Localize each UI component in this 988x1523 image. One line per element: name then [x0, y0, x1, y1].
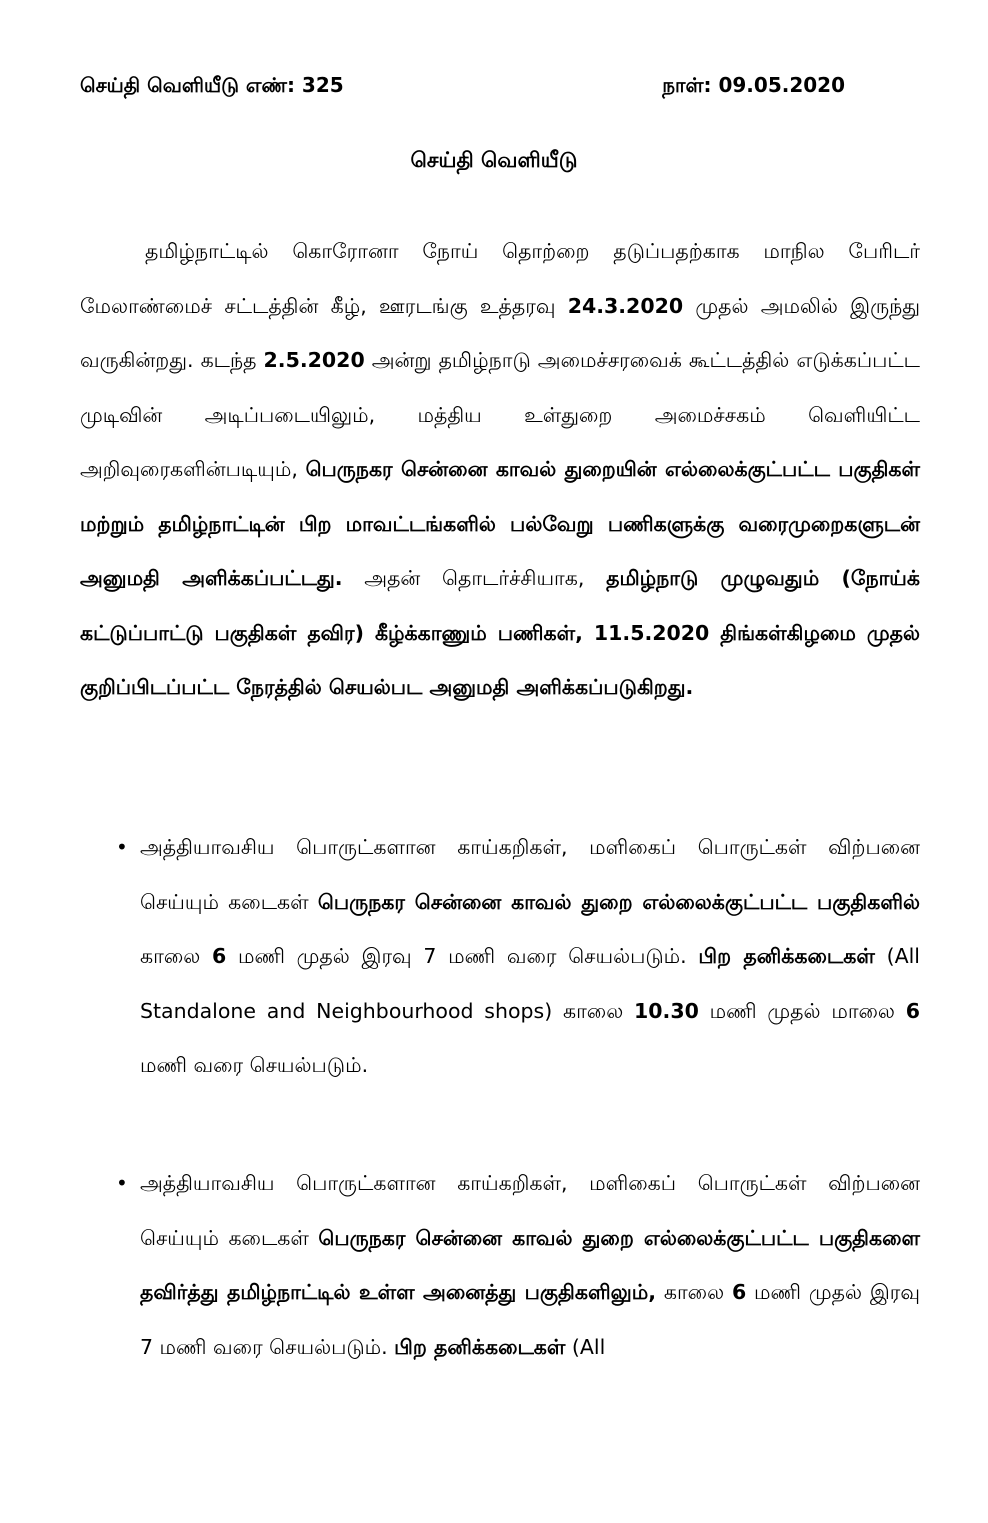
bullet1-text-6: மணி முதல் மாலை: [698, 998, 906, 1023]
intro-text-3: அன்று தமிழ்நாடு அமைச்சரவைக் கூட்டத்தில் எடுக்கப்பட்ட முடிவின் அடிப்படையிலும், மத்திய உள்துறை அமைச்சகம் வெளியிட்ட அறிவுரைகளின்படியும்,: [80, 348, 920, 481]
intro-bold-2: தமிழ்நாடு முழுவதும் (நோய்க் கட்டுப்பாட்டு பகுதிகள் தவிர) கீழ்க்காணும் பணிகள், 11.5.2020 திங்கள்கிழமை முதல் குறிப்பிடப்பட்ட நேரத்தில் செயல்பட அனுமதி அளிக்கப்படுகிறது.: [80, 566, 921, 699]
list-item: [116, 820, 920, 1093]
bullet-marker: •: [116, 835, 128, 859]
bullet2-bold-3: பிற தனிக்கடைகள்: [394, 1334, 566, 1359]
bullet1-text-7: மணி வரை செயல்படும்.: [140, 1053, 369, 1077]
intro-date-1: 24.3.2020: [567, 293, 684, 318]
bullet1-bold-5: 6: [905, 998, 920, 1023]
bullet1-bold-1: பெருநகர சென்னை காவல் துறை எல்லைக்குட்பட்ட பகுதிகளில்: [317, 889, 920, 914]
bullet1-text-3: மணி முதல் இரவு 7 மணி வரை செயல்படும்.: [226, 944, 699, 968]
bullet1-bold-3: பிற தனிக்கடைகள்: [698, 944, 875, 968]
bullet2-text-3: மணி முதல் இரவு 7 மணி வரை செயல்படும்.: [140, 1280, 920, 1359]
bullet1-text-5: காலை: [552, 998, 635, 1023]
bullet-list-1: [116, 820, 920, 1093]
bullet-marker: •: [116, 1171, 128, 1195]
bullet1-text-2: காலை: [140, 944, 212, 968]
intro-date-2: 2.5.2020: [263, 348, 365, 372]
intro-text-1: தமிழ்நாட்டில் கொரோனா நோய் தொற்றை தடுப்பதற்காக மாநில பேரிடர் மேலாண்மைச் சட்டத்தின் கீழ், ஊரடங்கு உத்தரவு: [80, 239, 920, 318]
release-date: நாள்: 09.05.2020: [662, 73, 845, 97]
intro-text-4: அதன் தொடர்ச்சியாக,: [342, 566, 607, 590]
bullet2-text-4: (All: [565, 1334, 606, 1359]
bullet2-bold-1: பெருநகர சென்னை காவல் துறை எல்லைக்குட்பட்ட பகுதிகளை தவிர்த்து தமிழ்நாட்டில் உள்ள அனைத்து பகுதிகளிலும்,: [140, 1225, 920, 1304]
release-number: செய்தி வெளியீடு எண்: 325: [80, 73, 344, 97]
bullet-list-2: [116, 1156, 920, 1374]
bullet2-text-1: அத்தியாவசிய பொருட்களான காய்கறிகள், மளிகைப் பொருட்கள் விற்பனை செய்யும் கடைகள்: [140, 1171, 920, 1250]
intro-paragraph: [80, 224, 920, 715]
page-title: செய்தி வெளியீடு: [410, 148, 578, 172]
intro-bold-1: பெருநகர சென்னை காவல் துறையின் எல்லைக்குட்பட்ட பகுதிகள் மற்றும் தமிழ்நாட்டின் பிற மாவட்டங்களில் பல்வேறு பணிகளுக்கு வரைமுறைகளுடன் அனுமதி அளிக்கப்பட்டது.: [80, 457, 920, 590]
intro-text-2: முதல் அமலில் இருந்து வருகின்றது. கடந்த: [80, 293, 920, 372]
bullet1-bold-2: 6: [211, 944, 227, 968]
list-item: [116, 1156, 920, 1374]
bullet2-text-2: காலை: [656, 1280, 732, 1304]
document-header: [80, 68, 845, 102]
bullet1-bold-4: 10.30: [634, 998, 699, 1023]
bullet1-text-1: அத்தியாவசிய பொருட்களான காய்கறிகள், மளிகைப் பொருட்கள் விற்பனை செய்யும் கடைகள்: [140, 835, 920, 914]
bullet2-bold-2: 6: [731, 1280, 747, 1304]
bullet1-text-4: (All Standalone and Neighbourhood shops): [140, 944, 920, 1023]
